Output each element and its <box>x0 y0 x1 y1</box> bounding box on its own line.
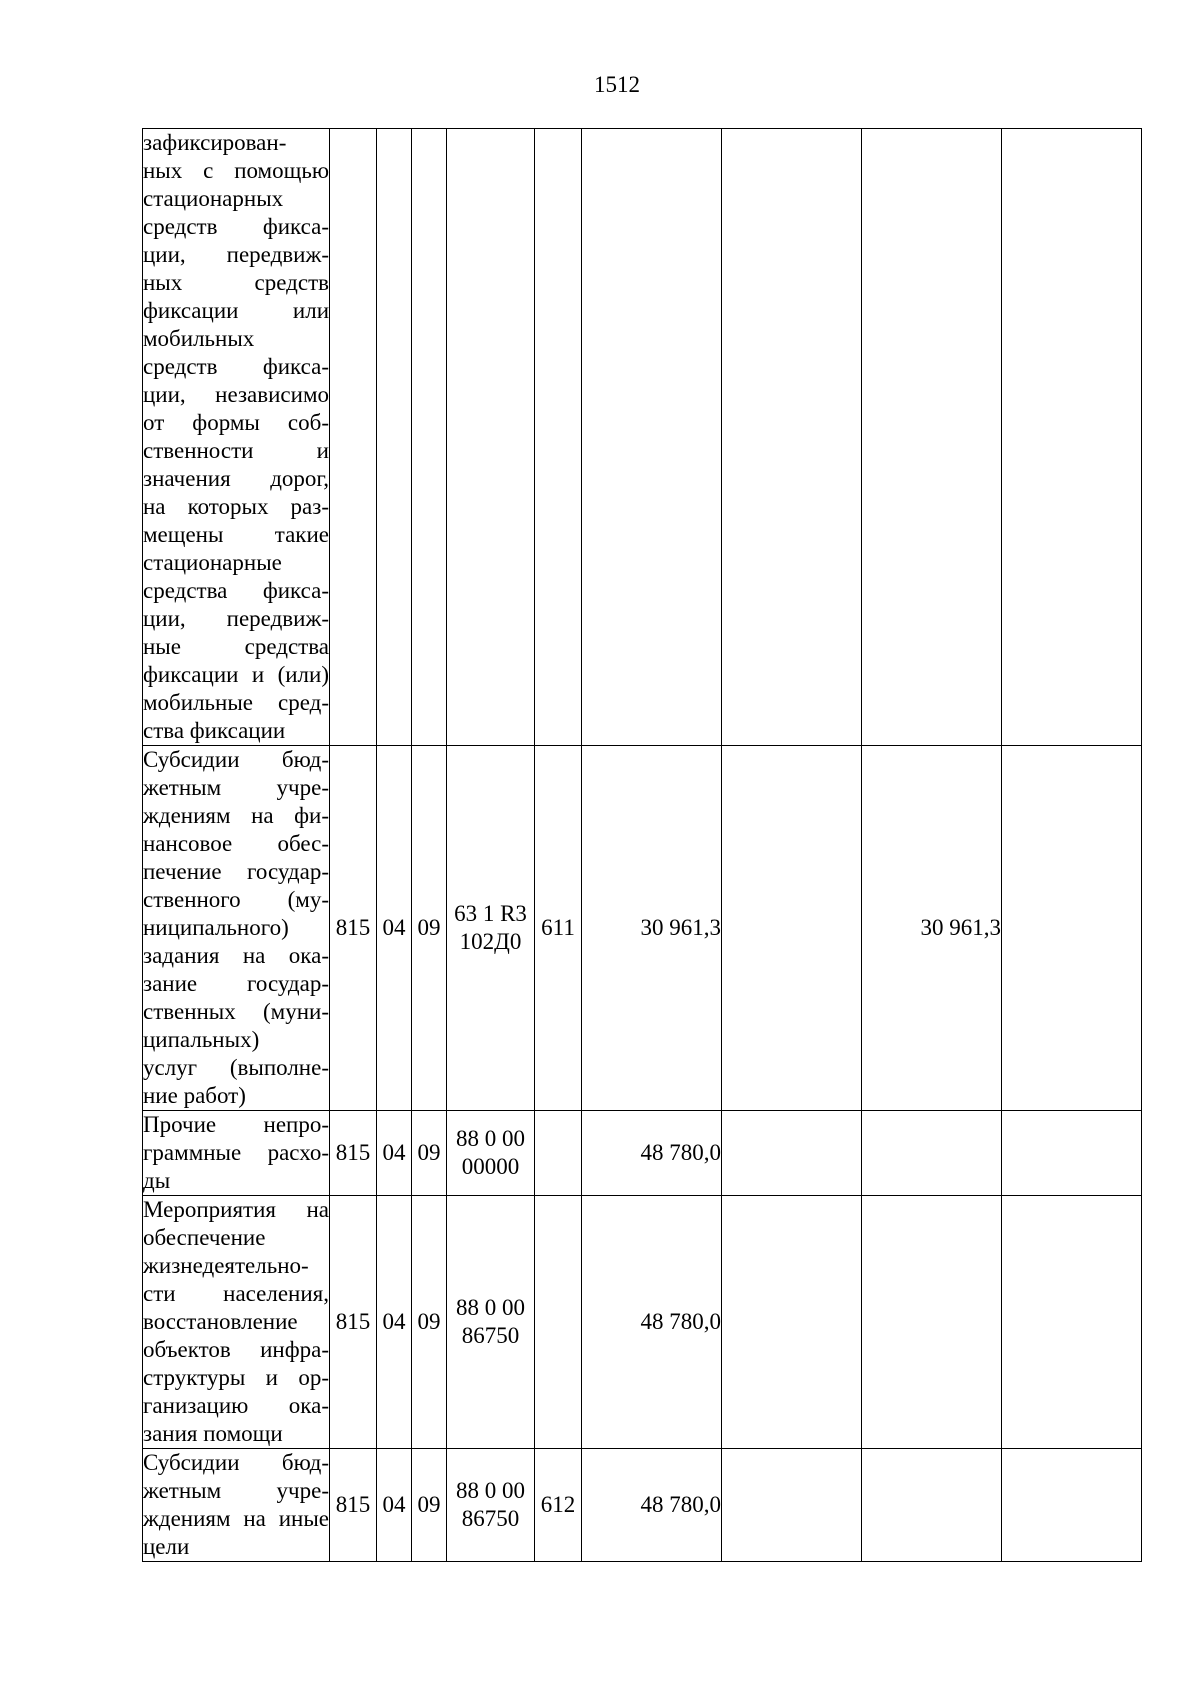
expense-name-line: ственного (му- <box>143 887 329 912</box>
page-number: 1512 <box>594 72 640 97</box>
subsection-code-cell: 09 <box>412 1449 447 1562</box>
amount-cell <box>722 129 862 746</box>
expense-name-cell <box>143 1111 330 1196</box>
expense-name-line: мещены такие <box>143 522 329 547</box>
expense-name-line: зафиксирован- <box>143 130 287 155</box>
expense-name-line: на которых раз- <box>143 494 329 519</box>
expense-name-line: ные средства <box>143 634 329 659</box>
amount-cell <box>1002 1196 1142 1449</box>
expense-name-line: средства фикса- <box>143 578 329 603</box>
amount-cell <box>862 129 1002 746</box>
expense-name-line: Субсидии бюд- <box>143 1450 329 1475</box>
amount-cell <box>722 1196 862 1449</box>
expense-name-line: жизнедеятельно- <box>143 1253 309 1278</box>
target-article-line: 86750 <box>461 1506 520 1531</box>
expense-name-line: стационарные <box>143 550 282 575</box>
table-row <box>143 1111 1142 1196</box>
target-article-line: 88 0 00 <box>456 1126 525 1151</box>
table-row <box>143 1196 1142 1449</box>
expense-name-line: ганизацию ока- <box>143 1393 329 1418</box>
expense-name-line: ции, передвиж- <box>143 606 329 631</box>
expense-name-line: зания помощи <box>143 1421 283 1446</box>
expense-name-line: сти населения, <box>143 1281 329 1306</box>
amount-cell <box>862 1111 1002 1196</box>
expense-name-line: восстановление <box>143 1309 298 1334</box>
target-article-line: 88 0 00 <box>456 1478 525 1503</box>
table-row <box>143 746 1142 1111</box>
target-article-line: 102Д0 <box>459 929 522 954</box>
expense-name-line: ственных (муни- <box>143 999 329 1024</box>
expense-name-cell <box>143 129 330 746</box>
target-article-cell <box>447 1196 535 1449</box>
amount-cell: 48 780,0 <box>582 1449 722 1562</box>
expense-name-line: ждениям на фи- <box>143 803 329 828</box>
amount-cell <box>1002 746 1142 1111</box>
target-article-line: 86750 <box>461 1323 520 1348</box>
expense-type-cell <box>535 1111 582 1196</box>
grbs-code-cell: 815 <box>330 746 377 1111</box>
section-code-cell: 04 <box>377 1449 412 1562</box>
target-article-cell <box>447 746 535 1111</box>
expense-name-line: цели <box>143 1534 190 1559</box>
expense-name-line: мобильные сред- <box>143 690 329 715</box>
expense-name-line: ства фиксации <box>143 718 286 743</box>
expense-name-line: фиксации или <box>143 298 329 323</box>
table-row <box>143 1449 1142 1562</box>
target-article-line: 88 0 00 <box>456 1295 525 1320</box>
amount-cell: 30 961,3 <box>862 746 1002 1111</box>
expense-type-cell <box>535 1196 582 1449</box>
expense-name-line: от формы соб- <box>143 410 329 435</box>
expense-type-cell: 612 <box>535 1449 582 1562</box>
section-code-cell <box>377 129 412 746</box>
amount-cell <box>862 1449 1002 1562</box>
target-article-cell <box>447 129 535 746</box>
expense-name-line: Мероприятия на <box>143 1197 329 1222</box>
amount-cell <box>1002 1111 1142 1196</box>
subsection-code-cell: 09 <box>412 1111 447 1196</box>
expense-name-line: средств фикса- <box>143 214 329 239</box>
expense-name-cell <box>143 746 330 1111</box>
expense-name-cell <box>143 1196 330 1449</box>
expense-name-cell <box>143 1449 330 1562</box>
grbs-code-cell: 815 <box>330 1449 377 1562</box>
expense-name-line: жетным учре- <box>143 1478 329 1503</box>
amount-cell <box>862 1196 1002 1449</box>
amount-cell <box>582 129 722 746</box>
expense-name-line: нансовое обес- <box>143 831 329 856</box>
target-article-cell <box>447 1449 535 1562</box>
expense-name-line: объектов инфра- <box>143 1337 329 1362</box>
expense-name-line: задания на ока- <box>143 943 329 968</box>
expense-name-line: структуры и ор- <box>143 1365 329 1390</box>
amount-cell: 48 780,0 <box>582 1196 722 1449</box>
expense-name-line: зание государ- <box>143 971 329 996</box>
amount-cell: 30 961,3 <box>582 746 722 1111</box>
expense-name-line: фиксации и (или) <box>143 662 329 687</box>
expense-name-line: ственности и <box>143 438 329 463</box>
section-code-cell: 04 <box>377 1111 412 1196</box>
grbs-code-cell: 815 <box>330 1111 377 1196</box>
expense-name-line: стационарных <box>143 186 284 211</box>
section-code-cell: 04 <box>377 746 412 1111</box>
expense-name-line: средств фикса- <box>143 354 329 379</box>
expense-name-line: граммные расхо- <box>143 1140 329 1165</box>
section-code-cell: 04 <box>377 1196 412 1449</box>
grbs-code-cell <box>330 129 377 746</box>
target-article-line: 63 1 R3 <box>454 901 527 926</box>
expense-name-line: Прочие непро- <box>143 1112 329 1137</box>
expense-name-line: жетным учре- <box>143 775 329 800</box>
amount-cell <box>722 746 862 1111</box>
amount-cell: 48 780,0 <box>582 1111 722 1196</box>
amount-cell <box>722 1449 862 1562</box>
amount-cell <box>722 1111 862 1196</box>
expense-name-line: мобильных <box>143 326 255 351</box>
expense-name-line: значения дорог, <box>143 466 329 491</box>
target-article-cell <box>447 1111 535 1196</box>
expense-name-line: обеспечение <box>143 1225 266 1250</box>
subsection-code-cell: 09 <box>412 746 447 1111</box>
expense-name-line: ных средств <box>143 270 329 295</box>
expense-name-line: ды <box>143 1168 171 1193</box>
expense-name-line: ниципального) <box>143 915 289 940</box>
expense-name-line: услуг (выполне- <box>143 1055 329 1080</box>
grbs-code-cell: 815 <box>330 1196 377 1449</box>
subsection-code-cell <box>412 129 447 746</box>
amount-cell <box>1002 1449 1142 1562</box>
expense-name-line: печение государ- <box>143 859 329 884</box>
expense-name-line: ных с помощью <box>143 158 329 183</box>
expense-name-line: Субсидии бюд- <box>143 747 329 772</box>
expense-name-line: ние работ) <box>143 1083 246 1108</box>
subsection-code-cell: 09 <box>412 1196 447 1449</box>
expense-name-line: ции, передвиж- <box>143 242 329 267</box>
expense-name-line: ципальных) <box>143 1027 260 1052</box>
amount-cell <box>1002 129 1142 746</box>
expense-type-cell: 611 <box>535 746 582 1111</box>
budget-table <box>142 128 1142 1562</box>
expense-name-line: ждениям на иные <box>143 1506 329 1531</box>
expense-type-cell <box>535 129 582 746</box>
table-row <box>143 129 1142 746</box>
expense-name-line: ции, независимо <box>143 382 329 407</box>
target-article-line: 00000 <box>461 1154 520 1179</box>
